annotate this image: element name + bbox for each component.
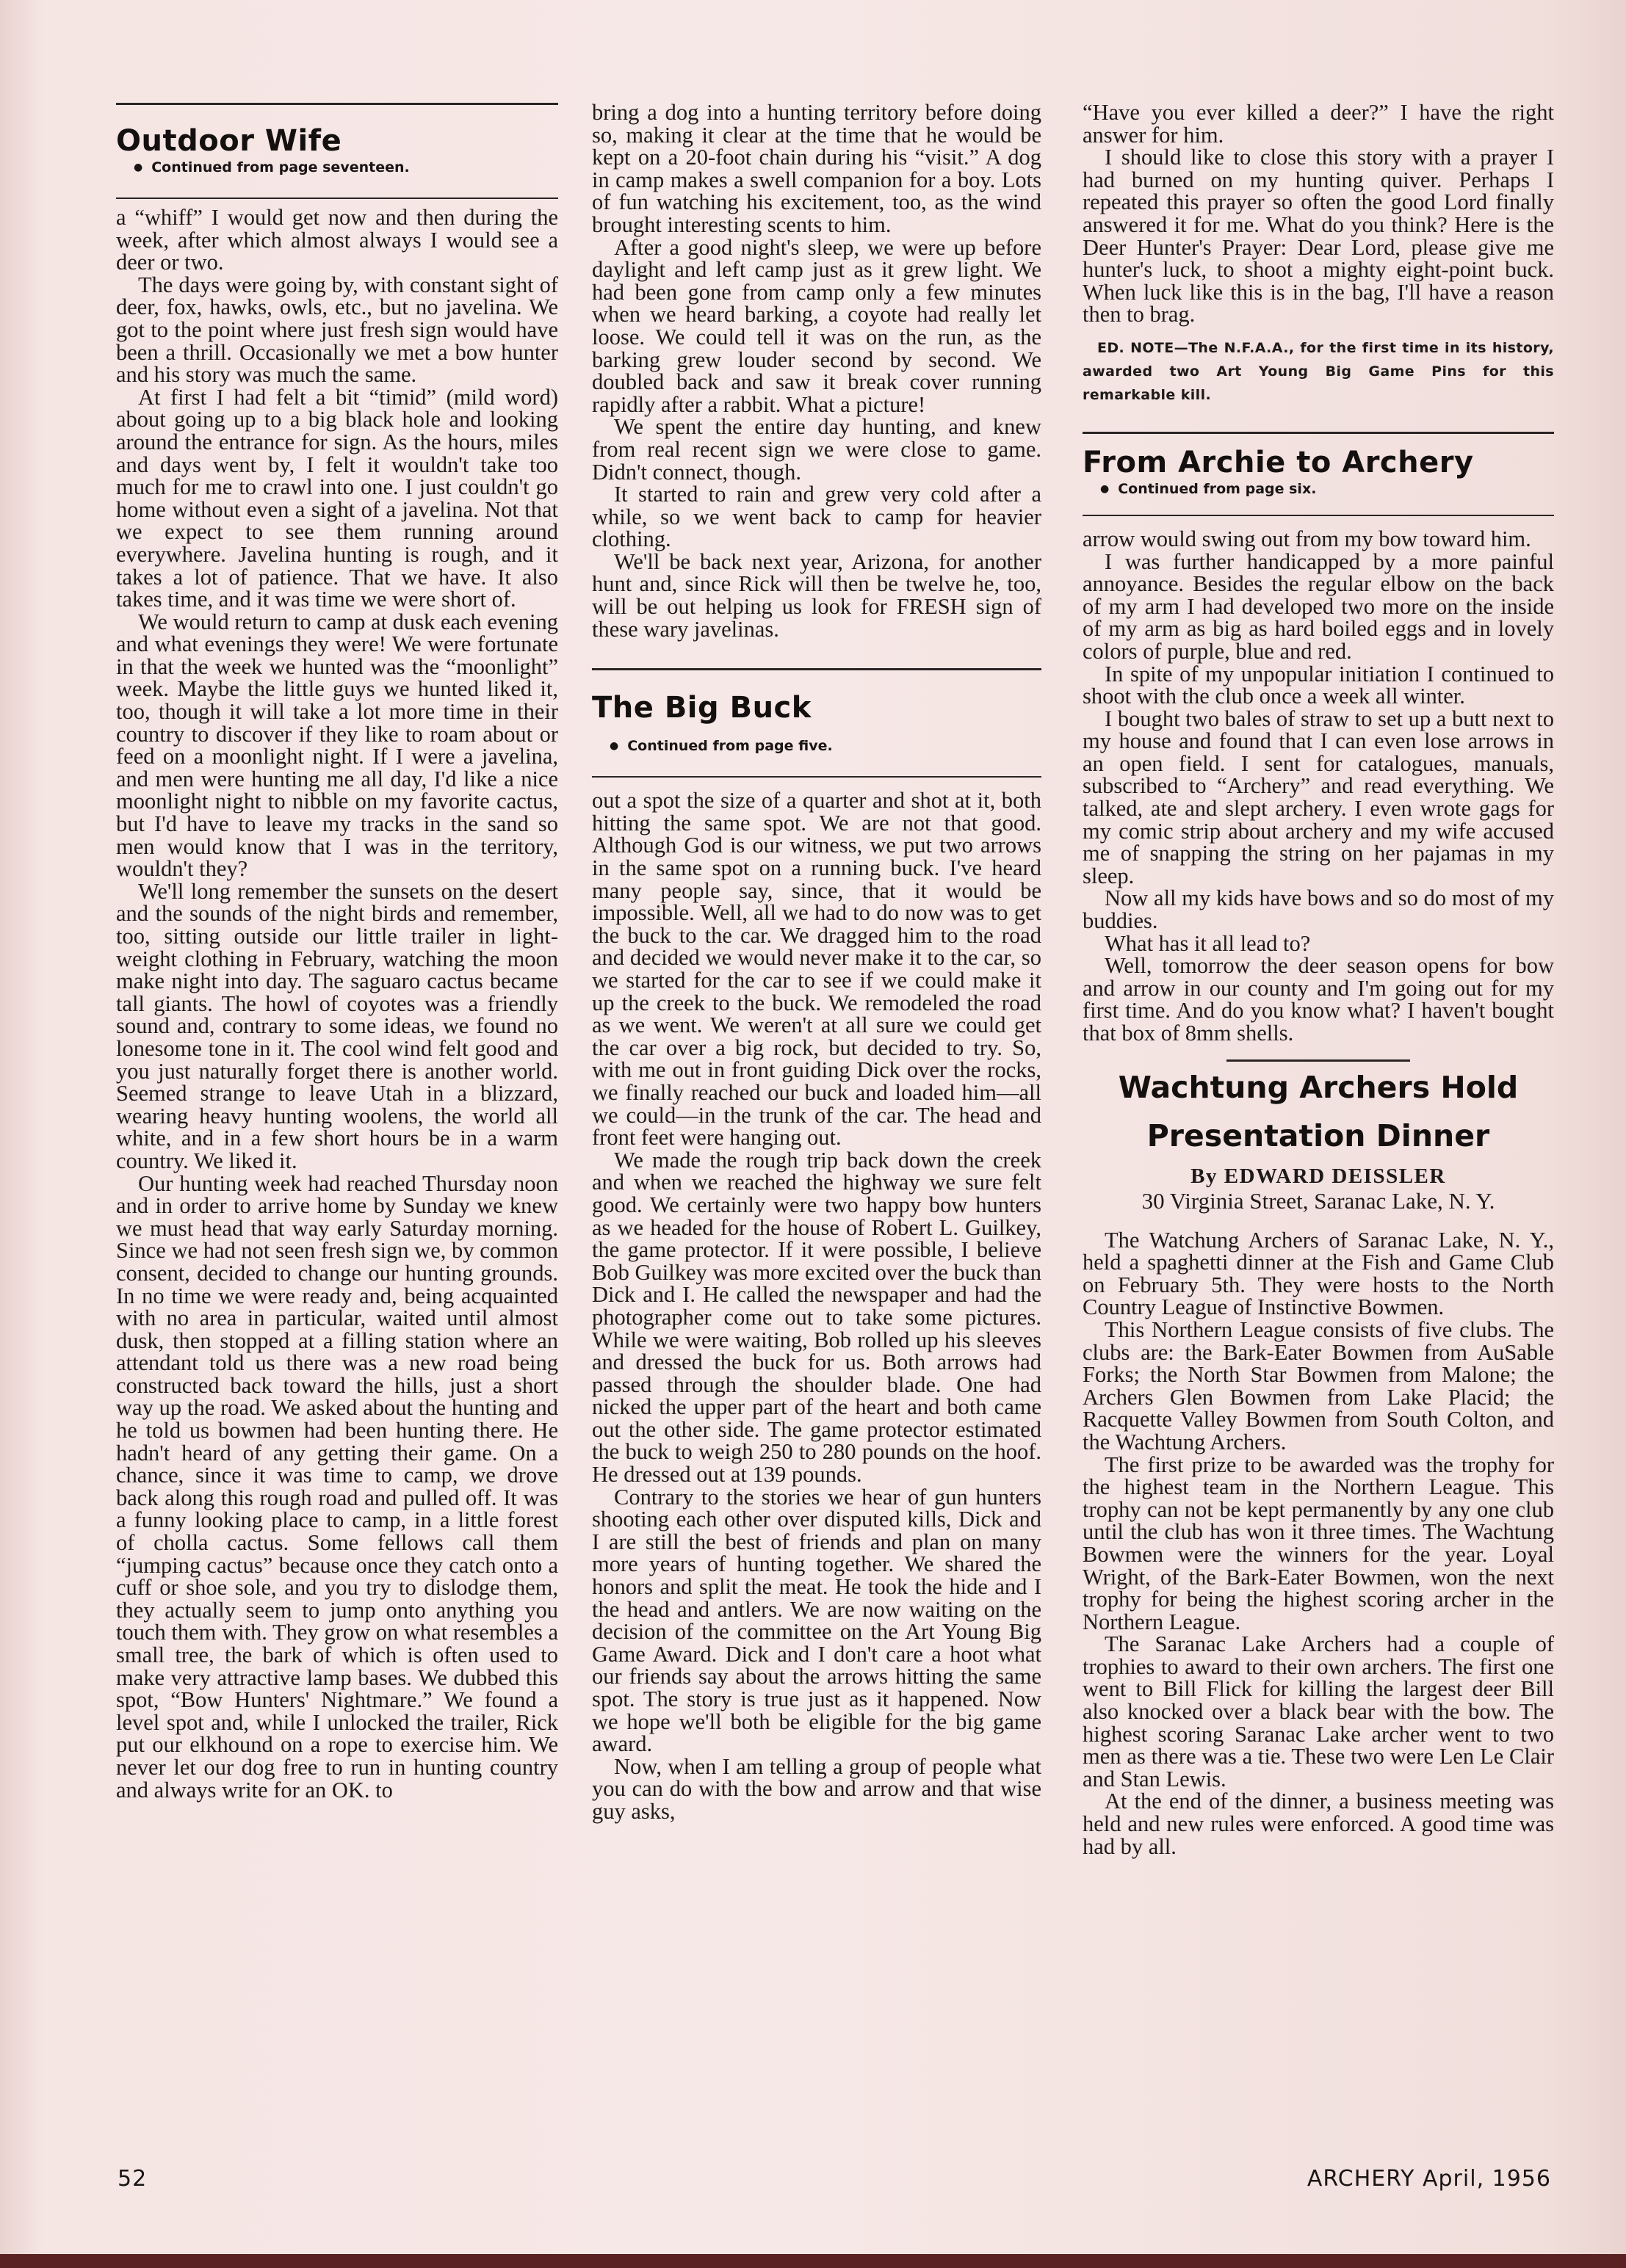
section-rule — [592, 668, 1041, 670]
archie-paragraph: Now all my kids have bows and so do most of my buddies. — [1083, 885, 1554, 934]
archie-title: From Archie to Archery — [1083, 445, 1474, 479]
outdoor-wife-paragraph: After a good night's sleep, we were up before daylight and left camp just as it grew light. We had been gone from camp only a few minutes when we heard barking, a coyote had really let loose. We could tell it was on the run, as the barking grew louder second by second. We doubled back and saw it break cover running rapidly after a rabbit. What a picture! — [592, 234, 1041, 417]
outdoor-wife-paragraph: The days were going by, with constant sight of deer, fox, hawks, owls, etc., but no javelina. We got to the point where just fresh sign would have been a thrill. Occasionally we met a bow hunter and his story was much the same. — [116, 272, 558, 388]
archie-continued: ● Continued from page six. — [1100, 481, 1554, 499]
wachtung-address: 30 Virginia Street, Saranac Lake, N. Y. — [1141, 1187, 1495, 1214]
section-rule — [1226, 1059, 1410, 1062]
page-bottom-edge — [0, 2254, 1626, 2268]
big-buck-paragraph: out a spot the size of a quarter and shot at it, both hitting the same spot. We are not that good. Although God is our witness, we put two arrows in the same spot on a running buck. I've heard many people say, since, that it would be impossible. Well, all we had to do now was to get the buck to the car. We dragged him to the road and decided we would never make it to the car, so we started for the car to see if we could make it up the creek to the buck. We remodeled the road as we went. We weren't at all sure we could get the car over a big rock, but decided to try. So, with me out in front guiding Dick over the rocks, we finally reached our buck and loaded him—all we could—in the trunk of the car. The head and front feet were hanging out. — [592, 788, 1041, 1151]
column-3 — [1083, 101, 1554, 1858]
archie-paragraph: I was further handicapped by a more painful annoyance. Besides the regular elbow on the back of my arm I had developed two more on the inside of my arm as big as hard boiled eggs and in lovely colors of purple, blue and red. — [1083, 548, 1554, 664]
wachtung-paragraph: This Northern League consists of five clubs. The clubs are: the Bark-Eater Bowmen from AuSable Forks; the North Star Bowmen from Malone; the Archers Glen Bowmen from Lake Placid; the Racquette Valley Bowmen from South Colton, and the Wachtung Archers. — [1083, 1316, 1554, 1454]
big-buck-paragraph: Contrary to the stories we hear of gun hunters shooting each other over disputed kills, Dick and I are still the best of friends and plan on many more years of hunting together. We shared the honors and split the meat. He took the hide and I the head and antlers. We are now waiting on the decision of the committee on the Art Young Big Game Award. Dick and I don't care a hoot what our friends say about the arrows hitting the same spot. The story is true just as it happened. Now we hope we'll both be eligible for the big game award. — [592, 1484, 1041, 1757]
section-rule — [116, 198, 558, 199]
archie-paragraph: In spite of my unpopular initiation I continued to shoot with the club once a week all winter. — [1083, 661, 1554, 709]
section-rule — [1083, 432, 1554, 434]
wachtung-paragraph: The first prize to be awarded was the trophy for the highest team in the Northern League. This trophy can not be kept permanently by any one club until the club has won it three times. The Wachtung Bowmen were the winners for the year. Loyal Wright, of the Bark-Eater Bowmen, won the next trophy for being the highest scoring archer in the Northern League. — [1083, 1452, 1554, 1634]
page-number: 52 — [118, 2166, 148, 2192]
wachtung-title-line1: Wachtung Archers Hold — [1118, 1069, 1519, 1105]
wachtung-byline: By EDWARD DEISSLER — [1190, 1164, 1446, 1188]
big-buck-paragraph: I should like to close this story with a prayer I had burned on my hunting quiver. Perhaps I repeated this prayer so often the good Lord finally answered it for me. What do you think? Here is the Deer Hunter's Prayer: Dear Lord, please give me hunter's luck, to shoot a mighty eight-point buck. When luck like this is in the bag, I'll have a reason then to brag. — [1083, 145, 1554, 327]
outdoor-wife-paragraph: At first I had felt a bit “timid” (mild word) about going up to a big black hole and looking around the entrance for sign. As the hours, miles and days went by, I felt it wouldn't take too much for me to crawl into one. I just couldn't go home without even a sight of a javelina. Not that we expect to see them running around everywhere. Javelina hunting is rough, and it takes a lot of patience. That we have. It also takes time, and it was time we were short of. — [116, 384, 558, 612]
wachtung-paragraph: At the end of the dinner, a business meeting was held and new rules were enforced. A good time was had by all. — [1083, 1789, 1554, 1859]
column-1 — [116, 103, 558, 1801]
big-buck-paragraph: Now, when I am telling a group of people what you can do with the bow and arrow and that wise guy asks, — [592, 1753, 1041, 1824]
outdoor-wife-paragraph: We spent the entire day hunting, and knew from real recent sign we were close to game. Didn't connect, though. — [592, 414, 1041, 485]
outdoor-wife-paragraph: It started to rain and grew very cold after a while, so we went back to camp for heavier clothing. — [592, 482, 1041, 552]
wachtung-title-line2: Presentation Dinner — [1146, 1117, 1490, 1153]
section-rule — [1083, 515, 1554, 516]
archie-paragraph: I bought two bales of straw to set up a butt next to my house and found that I can even lose arrows in an open field. I sent for catalogues, manuals, subscribed to “Archery” and read everything. We talked, ate and slept archery. I even wrote gags for my comic strip about archery and my wife accused me of snapping the string on her pajamas in my sleep. — [1083, 706, 1554, 888]
big-buck-title: The Big Buck — [592, 691, 812, 725]
outdoor-wife-paragraph: We'll long remember the sunsets on the desert and the sounds of the night birds and remember, too, sitting outside our little trailer in light-weight clothing in February, watching the moon make night into day. The saguaro cactus became tall giants. The howl of coyotes was a friendly sound and, contrary to some ideas, we found no lonesome tone in it. The cool wind felt good and you just naturally forget there is another world. Seemed strange to leave Utah in a blizzard, wearing heavy hunting woolens, the world all white, and in a few short hours be in a warm country. We liked it. — [116, 878, 558, 1173]
outdoor-wife-paragraph: a “whiff” I would get now and then during the week, after which almost always I would see a deer or two. — [116, 205, 558, 275]
outdoor-wife-paragraph: Our hunting week had reached Thursday noon and in order to arrive home by Sunday we knew we must head that way early Saturday morning. Since we had not seen fresh sign we, by common consent, decided to change our hunting grounds. In no time we were ready and, being acquainted with no area in particular, waited until almost dusk, then stopped at a filling station where an attendant told us there was a new road being constructed back toward the hills, just a short way up the road. We asked about the hunting and he told us bowmen had been hunting there. He hadn't heard of any getting their game. On a chance, since it was time to camp, we drove back along this rough road and pulled off. It was a funny looking place to camp, in a little forest of cholla cactus. Some fellows call them “jumping cactus” because once they catch onto a cuff or shoe sole, and you try to dislodge them, they actually seem to jump onto anything you touch them with. They grow on what resembles a small tree, the bark of which is often used to make very attractive lamp bases. We dubbed this spot, “Bow Hunters' Nightmare.” We found a level spot and, while I unlocked the trailer, Rick put our elkhound on a rope to exercise him. We never let our dog free to run in hunting country and always write for an OK. to — [116, 1170, 558, 1803]
archie-paragraph: arrow would swing out from my bow toward him. — [1083, 526, 1531, 551]
publication-footer: ARCHERY April, 1956 — [1307, 2166, 1551, 2192]
outdoor-wife-title: Outdoor Wife — [116, 124, 342, 158]
archie-paragraph: What has it all lead to? — [1105, 930, 1311, 956]
outdoor-wife-paragraph: We'll be back next year, Arizona, for another hunt and, since Rick will then be twelve he, too, will be out helping us look for FRESH sign of these wary javelinas. — [592, 548, 1041, 642]
section-rule — [592, 776, 1041, 778]
ed-note: ED. NOTE—The N.F.A.A., for the first time in its history, awarded two Art Young Big Game Pins for this remarkable kill. — [1083, 339, 1554, 403]
section-rule — [116, 103, 558, 105]
wachtung-paragraph: The Saranac Lake Archers had a couple of trophies to award to their own archers. The first one went to Bill Flick for killing the largest deer Bill also knocked over a black bear with the bow. The highest scoring Saranac Lake archer went to two men as there was a tie. These two were Len Le Clair and Stan Lewis. — [1083, 1631, 1554, 1791]
outdoor-wife-paragraph: bring a dog into a hunting territory before doing so, making it clear at the time that he would be kept on a 20-foot chain during his “visit.” A dog in camp makes a swell companion for a boy. Lots of fun watching his excitement, too, as the wind brought interesting scents to him. — [592, 100, 1041, 237]
big-buck-paragraph: We made the rough trip back down the creek and when we reached the highway we sure felt good. We certainly were two happy bow hunters as we headed for the house of Robert L. Guilkey, the game protector. If it were possible, I believe Bob Guilkey was more excited over the buck than Dick and I. He called the newspaper and had the photographer come out to take some pictures. While we were waiting, Bob rolled up his sleeves and dressed the buck for us. Both arrows had passed through the shoulder blade. One had nicked the upper part of the heart and both came out the other side. The game protector estimated the buck to weigh 250 to 280 pounds on the hoof. He dressed out at 139 pounds. — [592, 1147, 1041, 1488]
wachtung-paragraph: The Watchung Archers of Saranac Lake, N. Y., held a spaghetti dinner at the Fish and Game Club on February 5th. They were hosts to the North Country League of Instinctive Bowmen. — [1083, 1227, 1554, 1320]
archie-paragraph: Well, tomorrow the deer season opens for bow and arrow in our county and I'm going out for my first time. And do you know what? I haven't bought that box of 8mm shells. — [1083, 953, 1554, 1046]
column-2 — [592, 101, 1041, 1823]
outdoor-wife-paragraph: We would return to camp at dusk each evening and what evenings they were! We were fortunate in that the week we hunted was the “moonlight” week. Maybe the little guys we hunted liked it, too, though it will take a lot more time in their country to discover if they like to roam about or feed on a moonlight night. If I were a javelina, and men were hunting me all day, I'd like a nice moonlight night to nibble on my favorite cactus, but I'd have to leave my tracks in the sand so men would know that I was in the territory, wouldn't they? — [116, 609, 558, 882]
big-buck-paragraph: “Have you ever killed a deer?” I have the right answer for him. — [1083, 100, 1554, 148]
outdoor-wife-continued: ● Continued from page seventeen. — [134, 159, 558, 177]
big-buck-continued: ● Continued from page five. — [610, 738, 1041, 756]
